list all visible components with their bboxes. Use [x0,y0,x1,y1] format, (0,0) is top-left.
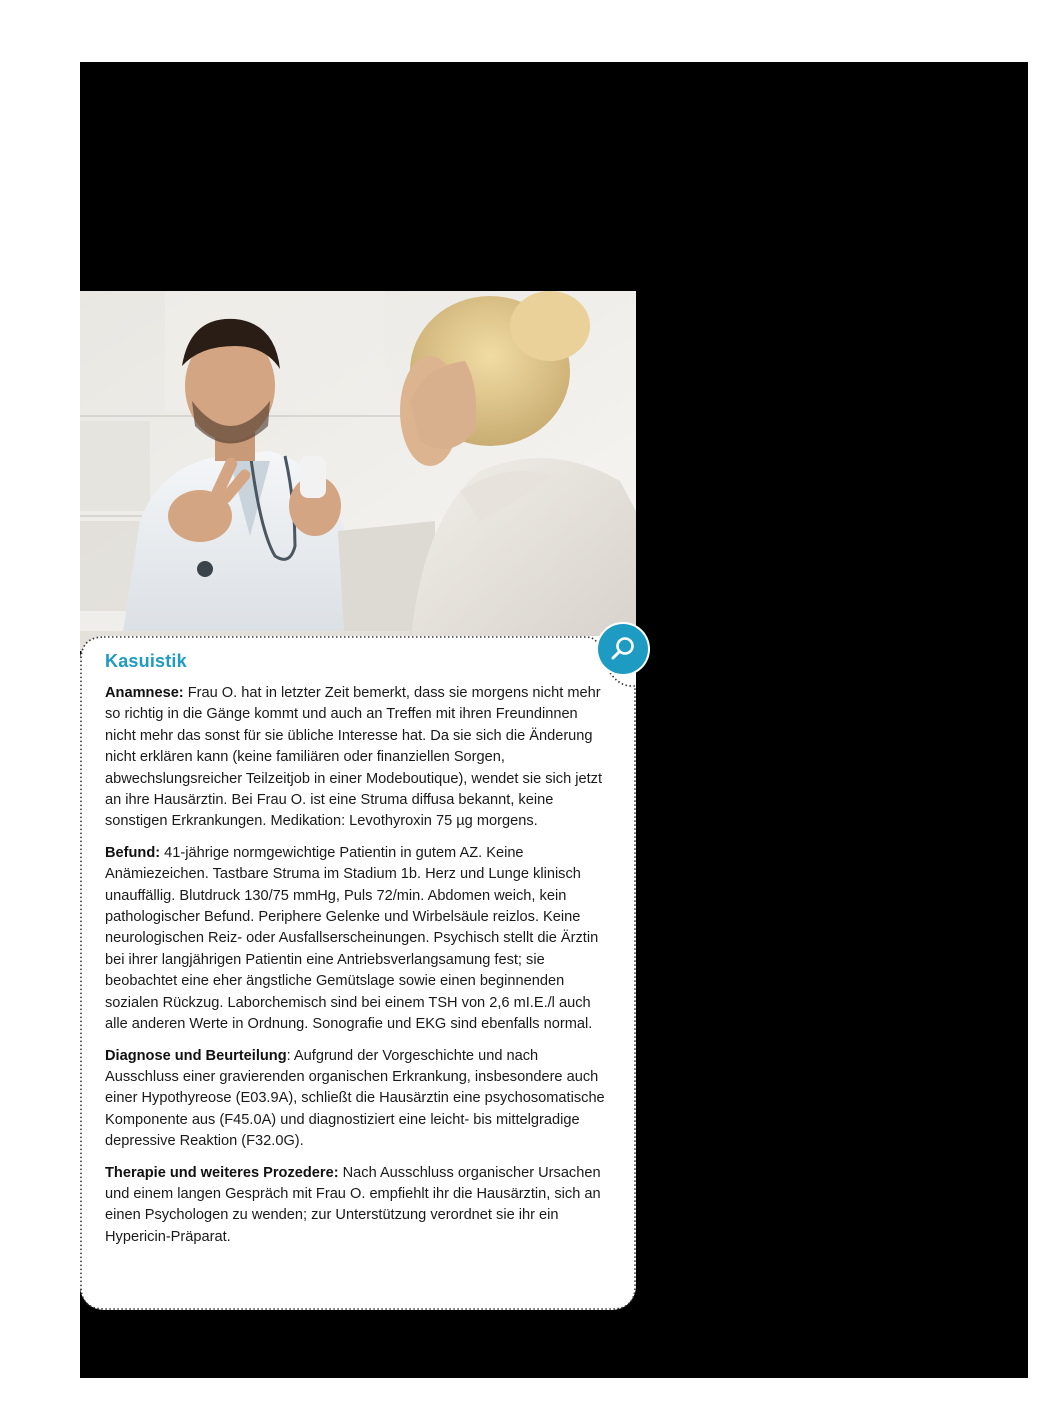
section-heading: Diagnose und Beurteilung [105,1047,287,1064]
section-text: Nach Ausschluss organischer Ursachen und einem langen Gespräch mit Frau O. empfiehlt ihr die Hausärztin, sich an einen Psychologen zu wenden; zur Unterstützung verordnet sie ihr ein Hypericin-Präparat. [105,1164,601,1245]
magnifier-icon [609,635,637,663]
section-text: 41-jährige normgewichtige Patientin in gutem AZ. Keine Anämiezeichen. Tastbare Struma im Stadium 1b. Herz und Lunge klinisch unauffällig. Blutdruck 130/75 mmHg, Puls 72/min. Abdomen weich, kein pathologischer Befund. Periphere Gelenke und Wirbelsäule reizlos. Keine neurologischen Reiz- oder Ausfallserscheinungen. Psychisch stellt die Ärztin bei ihrer langjährigen Patientin eine Antriebsverlangsamung fest; sie beobachtet eine eher ängstliche Gemütslage sowie einen beginnenden sozialen Rückzug. Laborchemisch sind bei einem TSH von 2,6 mI.E./l auch alle anderen Werte in Ordnung. Sonografie und EKG sind ebenfalls normal. [105,844,599,1033]
section-diagnose [105,1046,605,1153]
section-anamnese [105,683,605,833]
card-body [105,683,605,1258]
section-heading: Therapie und weiteres Prozedere: [105,1164,339,1181]
section-text: Frau O. hat in letzter Zeit bemerkt, dass sie morgens nicht mehr so richtig in die Gänge kommt und auch an Treffen mit ihren Freundinnen nicht mehr das sonst für sie übliche Interesse hat. Da sie sich die Änderung nicht erklären kann (keine familiären oder finanziellen Sorgen, abwechslungsreicher Teilzeitjob in einer Modeboutique), wendet sie sich jetzt an ihre Hausärztin. Bei Frau O. ist eine Struma diffusa bekannt, keine sonstigen Erkrankungen. Medikation: Levothyroxin 75 µg morgens. [105,685,603,830]
section-text: : Aufgrund der Vorgeschichte und nach Ausschluss einer gravierenden organischen Erkrankung, insbesondere auch einer Hypothyreose (E03.9A), schließt die Hausärztin eine psychosomatische Komponente aus (F45.0A) und diagnostiziert eine leicht- bis mittelgradige depressive Reaktion (F32.0G). [105,1047,605,1150]
doctor-patient-photo [80,291,636,651]
section-therapie [105,1163,605,1249]
section-heading: Anamnese: [105,685,184,701]
magnifier-badge [596,622,650,676]
section-befund [105,843,605,1036]
magnifier-badge-circle [598,624,648,674]
section-heading: Befund: [105,844,161,861]
card-title: Kasuistik [105,651,187,671]
